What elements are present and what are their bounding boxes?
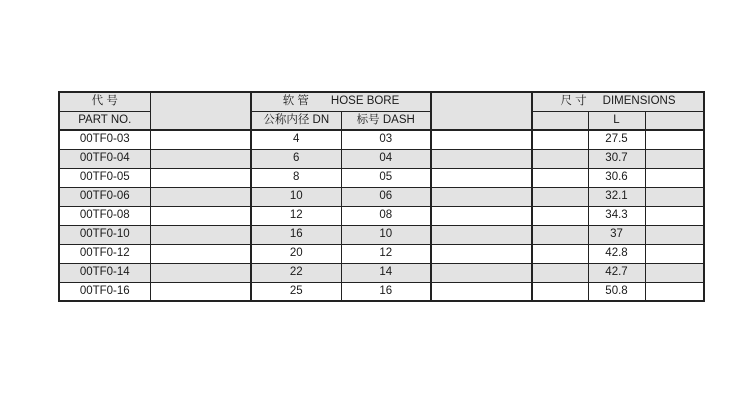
cell-blank: [431, 244, 532, 263]
cell-dn: 20: [251, 244, 341, 263]
cell-dash: 06: [341, 187, 431, 206]
header-part-no-en: PART NO.: [59, 111, 150, 130]
cell-blank: [150, 282, 251, 301]
cell-blank: [645, 225, 704, 244]
table-header: [59, 92, 704, 130]
cell-dash: 14: [341, 263, 431, 282]
table-row: [59, 187, 704, 206]
cell-l: 37: [588, 225, 645, 244]
cell-l: 27.5: [588, 130, 645, 149]
cell-blank: [150, 149, 251, 168]
cell-blank: [431, 187, 532, 206]
cell-dash: 03: [341, 130, 431, 149]
header-dn: 公称内径 DN: [251, 111, 341, 130]
cell-blank: [532, 206, 588, 225]
cell-part: 00TF0-10: [59, 225, 150, 244]
cell-blank: [645, 263, 704, 282]
cell-blank: [532, 168, 588, 187]
cell-blank: [150, 263, 251, 282]
cell-l: 30.7: [588, 149, 645, 168]
cell-l: 34.3: [588, 206, 645, 225]
cell-blank: [645, 187, 704, 206]
cell-dash: 08: [341, 206, 431, 225]
cell-blank: [532, 263, 588, 282]
cell-l: 50.8: [588, 282, 645, 301]
table-body: [59, 130, 704, 301]
spec-table: [58, 91, 705, 302]
header-part-no-cn: 代 号: [59, 92, 150, 111]
cell-blank: [431, 263, 532, 282]
table-row: [59, 130, 704, 149]
cell-blank: [431, 282, 532, 301]
table-row: [59, 263, 704, 282]
cell-part: 00TF0-05: [59, 168, 150, 187]
cell-l: 32.1: [588, 187, 645, 206]
cell-dn: 4: [251, 130, 341, 149]
table-row: [59, 282, 704, 301]
cell-dn: 8: [251, 168, 341, 187]
cell-l: 30.6: [588, 168, 645, 187]
cell-blank: [431, 168, 532, 187]
cell-blank: [645, 282, 704, 301]
header-dim-blank-1: [532, 111, 588, 130]
cell-part: 00TF0-16: [59, 282, 150, 301]
header-dim-blank-2: [645, 111, 704, 130]
cell-part: 00TF0-03: [59, 130, 150, 149]
cell-l: 42.8: [588, 244, 645, 263]
header-l: L: [588, 111, 645, 130]
cell-part: 00TF0-04: [59, 149, 150, 168]
cell-blank: [150, 187, 251, 206]
cell-dn: 25: [251, 282, 341, 301]
cell-dn: 12: [251, 206, 341, 225]
cell-blank: [431, 130, 532, 149]
hose-bore-cn: 软 管: [282, 95, 309, 107]
cell-blank: [150, 225, 251, 244]
table-row: [59, 206, 704, 225]
cell-dash: 05: [341, 168, 431, 187]
cell-blank: [645, 130, 704, 149]
cell-blank: [431, 206, 532, 225]
header-blank-2: [431, 92, 532, 130]
cell-blank: [532, 225, 588, 244]
table-row: [59, 168, 704, 187]
cell-dn: 6: [251, 149, 341, 168]
cell-dn: 10: [251, 187, 341, 206]
hose-bore-en: HOSE BORE: [330, 95, 400, 107]
cell-blank: [532, 244, 588, 263]
header-dash: 标号 DASH: [341, 111, 431, 130]
cell-blank: [150, 244, 251, 263]
cell-dn: 16: [251, 225, 341, 244]
cell-blank: [645, 168, 704, 187]
cell-blank: [532, 130, 588, 149]
header-dimensions: [532, 92, 704, 111]
cell-blank: [150, 130, 251, 149]
cell-dash: 12: [341, 244, 431, 263]
cell-part: 00TF0-14: [59, 263, 150, 282]
cell-blank: [150, 168, 251, 187]
table-row: [59, 225, 704, 244]
cell-blank: [532, 187, 588, 206]
cell-blank: [431, 225, 532, 244]
dimensions-en: DIMENSIONS: [602, 95, 676, 107]
cell-l: 42.7: [588, 263, 645, 282]
cell-part: 00TF0-08: [59, 206, 150, 225]
cell-blank: [645, 244, 704, 263]
cell-part: 00TF0-12: [59, 244, 150, 263]
table-row: [59, 244, 704, 263]
cell-part: 00TF0-06: [59, 187, 150, 206]
cell-blank: [645, 206, 704, 225]
cell-blank: [532, 149, 588, 168]
header-hose-bore: [251, 92, 431, 111]
cell-blank: [150, 206, 251, 225]
cell-blank: [532, 282, 588, 301]
dimensions-cn: 尺 寸: [560, 95, 587, 107]
cell-dash: 16: [341, 282, 431, 301]
cell-blank: [645, 149, 704, 168]
cell-dn: 22: [251, 263, 341, 282]
cell-blank: [431, 149, 532, 168]
cell-dash: 04: [341, 149, 431, 168]
cell-dash: 10: [341, 225, 431, 244]
table-row: [59, 149, 704, 168]
header-blank-1: [150, 92, 251, 130]
